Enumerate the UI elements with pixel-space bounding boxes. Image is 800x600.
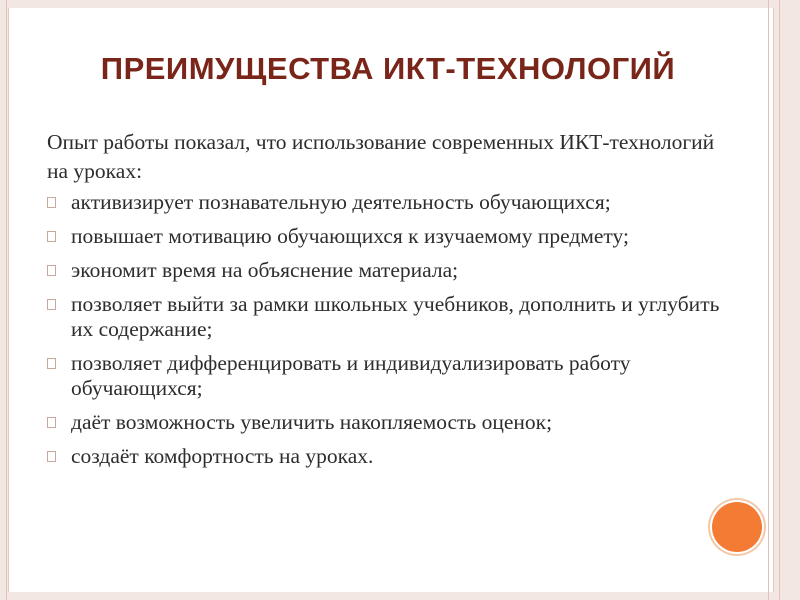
list-item	[47, 190, 727, 215]
square-bullet-icon	[47, 451, 56, 462]
list-item	[47, 258, 727, 283]
square-bullet-icon	[47, 231, 56, 242]
list-item-text: позволяет дифференцировать и индивидуализировать работу обучающихся;	[71, 351, 631, 400]
square-bullet-icon	[47, 417, 56, 428]
slide-body	[47, 128, 727, 478]
list-item-text: даёт возможность увеличить накопляемость оценок;	[71, 410, 553, 434]
list-item	[47, 224, 727, 249]
square-bullet-icon	[47, 358, 56, 369]
list-item	[47, 292, 727, 342]
list-item-text: повышает мотивацию обучающихся к изучаемому предмету;	[71, 224, 629, 248]
orange-circle-decoration	[712, 502, 762, 552]
benefits-list	[47, 190, 727, 469]
square-bullet-icon	[47, 197, 56, 208]
square-bullet-icon	[47, 265, 56, 276]
list-item-text: создаёт комфортность на уроках.	[71, 444, 374, 468]
intro-text: Опыт работы показал, что использование современных ИКТ-технологий на уроках:	[47, 130, 715, 183]
left-border-decoration	[0, 0, 7, 600]
slide-title: ПРЕИМУЩЕСТВА ИКТ-ТЕХНОЛОГИЙ	[100, 51, 676, 86]
list-item-text: экономит время на объяснение материала;	[71, 258, 459, 282]
right-border-decoration	[768, 0, 780, 600]
list-item	[47, 444, 727, 469]
list-item-text: активизирует познавательную деятельность обучающихся;	[71, 190, 611, 214]
list-item	[47, 410, 727, 435]
list-item-text: позволяет выйти за рамки школьных учебников, дополнить и углубить их содержание;	[71, 292, 720, 341]
list-item	[47, 351, 727, 401]
square-bullet-icon	[47, 299, 56, 310]
